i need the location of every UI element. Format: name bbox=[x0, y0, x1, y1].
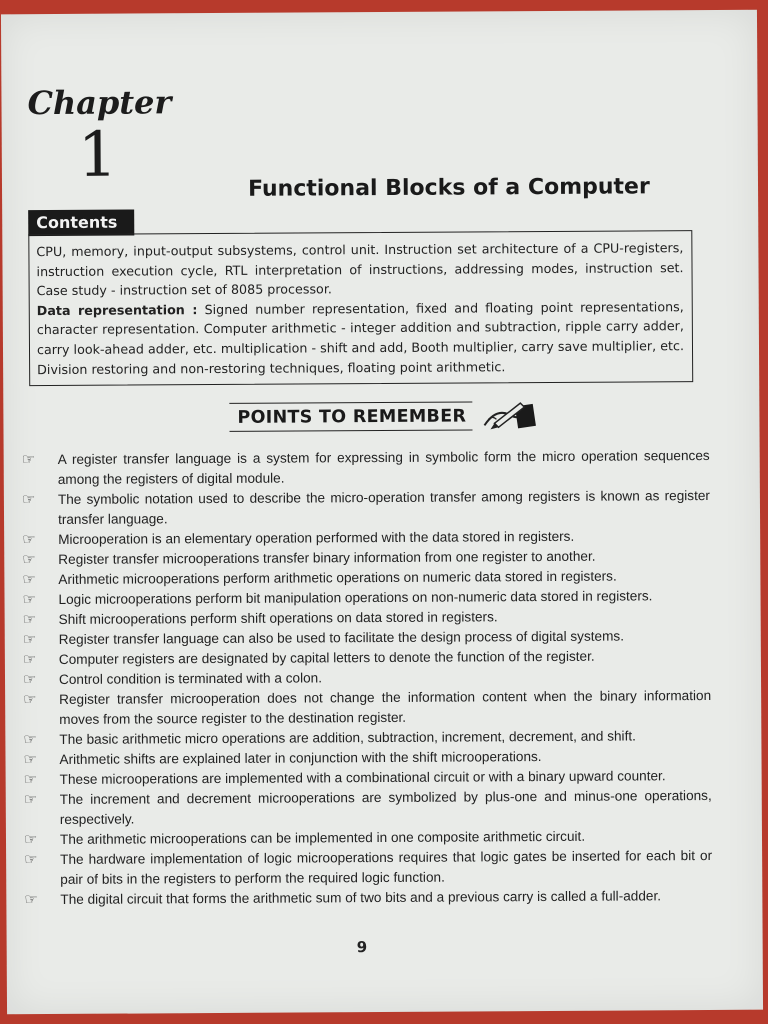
pointing-hand-icon: ☞ bbox=[22, 651, 37, 669]
pointing-hand-icon: ☞ bbox=[21, 491, 36, 509]
point-text: Register transfer microoperations transfer binary information from one register to another. bbox=[58, 548, 596, 567]
contents-box bbox=[28, 230, 693, 386]
chapter-number: 1 bbox=[77, 117, 118, 191]
point-text: These microoperations are implemented with a combinational circuit or with a binary upward counter. bbox=[59, 768, 666, 787]
pointing-hand-icon: ☞ bbox=[22, 611, 37, 629]
pointing-hand-icon: ☞ bbox=[22, 631, 37, 649]
page-number: 9 bbox=[356, 938, 368, 957]
point-text: Arithmetic shifts are explained later in conjunction with the shift microoperations. bbox=[59, 749, 542, 767]
data-representation-label: Data representation : bbox=[36, 301, 198, 318]
pointing-hand-icon: ☞ bbox=[21, 451, 36, 469]
point-text: Control condition is terminated with a colon. bbox=[58, 670, 323, 687]
pointing-hand-icon: ☞ bbox=[22, 531, 36, 549]
point-text: Shift microoperations perform shift operations on data stored in registers. bbox=[58, 609, 498, 627]
point-text: A register transfer language is a system for expressing in symbolic form the micro operation sequences among the registers of digital module. bbox=[57, 447, 710, 487]
pen-writing-icon bbox=[480, 399, 540, 431]
chapter-label: Chapter bbox=[27, 83, 172, 123]
point-text: The symbolic notation used to describe the micro-operation transfer among registers is known as register transfer language. bbox=[57, 487, 710, 527]
point-text: Register transfer language can also be used to facilitate the design process of digital systems. bbox=[58, 628, 625, 647]
point-item bbox=[24, 886, 712, 910]
pointing-hand-icon: ☞ bbox=[23, 731, 37, 749]
pointing-hand-icon: ☞ bbox=[22, 571, 36, 589]
point-text: Register transfer microoperation does not change the information content when the binary information moves from the source register to the destination register. bbox=[59, 687, 712, 727]
pointing-hand-icon: ☞ bbox=[22, 671, 37, 689]
book-page bbox=[1, 10, 763, 1015]
pointing-hand-icon: ☞ bbox=[23, 791, 38, 809]
point-text: The increment and decrement microoperations are symbolized by plus-one and minus-one operations, respectively. bbox=[59, 787, 712, 827]
point-item bbox=[22, 486, 710, 530]
contents-label: Contents bbox=[28, 210, 134, 237]
pointing-hand-icon: ☞ bbox=[22, 591, 37, 609]
point-item bbox=[24, 846, 712, 890]
points-list bbox=[22, 446, 713, 910]
point-text: Microoperation is an elementary operation performed with the data stored in registers. bbox=[58, 528, 575, 547]
point-text: The arithmetic microoperations can be implemented in one composite arithmetic circuit. bbox=[59, 828, 586, 847]
pointing-hand-icon: ☞ bbox=[24, 891, 38, 909]
point-text: Computer registers are designated by capital letters to denote the function of the register. bbox=[58, 648, 595, 667]
contents-paragraph-1: CPU, memory, input-output subsystems, control unit. Instruction set architecture of a CPU-registers, instruction execution cycle, RTL interpretation of instructions, addressing modes, instruction set. Case study - instruction set of 8085 processor. bbox=[36, 240, 684, 299]
pointing-hand-icon: ☞ bbox=[24, 851, 38, 869]
point-text: The hardware implementation of logic microoperations requires that logic gates be inserted for each bit or pair of bits in the registers to perform the required logic function. bbox=[60, 847, 713, 887]
points-heading: POINTS TO REMEMBER bbox=[229, 401, 472, 431]
pointing-hand-icon: ☞ bbox=[22, 551, 36, 569]
point-text: The basic arithmetic micro operations are addition, subtraction, increment, decrement, and shift. bbox=[59, 728, 636, 747]
pointing-hand-icon: ☞ bbox=[23, 691, 37, 709]
point-text: Arithmetic microoperations perform arithmetic operations on numeric data stored in registers. bbox=[58, 568, 617, 587]
point-item bbox=[23, 686, 711, 730]
point-text: Logic microoperations perform bit manipulation operations on non-numeric data stored in registers. bbox=[58, 588, 653, 607]
pointing-hand-icon: ☞ bbox=[23, 751, 38, 769]
point-item bbox=[24, 786, 712, 830]
chapter-title: Functional Blocks of a Computer bbox=[247, 174, 650, 202]
pointing-hand-icon: ☞ bbox=[23, 771, 38, 789]
point-text: The digital circuit that forms the arithmetic sum of two bits and a previous carry is called a full-adder. bbox=[60, 888, 662, 907]
contents-paragraph-2: Signed number representation, fixed and floating point representations, character representation. Computer arithmetic - integer addition and subtraction, ripple carry adder, carry look-ahead adder, etc. multiplication - shift and add, Booth multiplier, carry save multiplier, etc. Division restoring and non-restoring techniques, floating point arithmetic. bbox=[36, 298, 685, 377]
point-item bbox=[22, 446, 710, 490]
pointing-hand-icon: ☞ bbox=[23, 831, 38, 849]
points-heading-block bbox=[229, 399, 540, 433]
